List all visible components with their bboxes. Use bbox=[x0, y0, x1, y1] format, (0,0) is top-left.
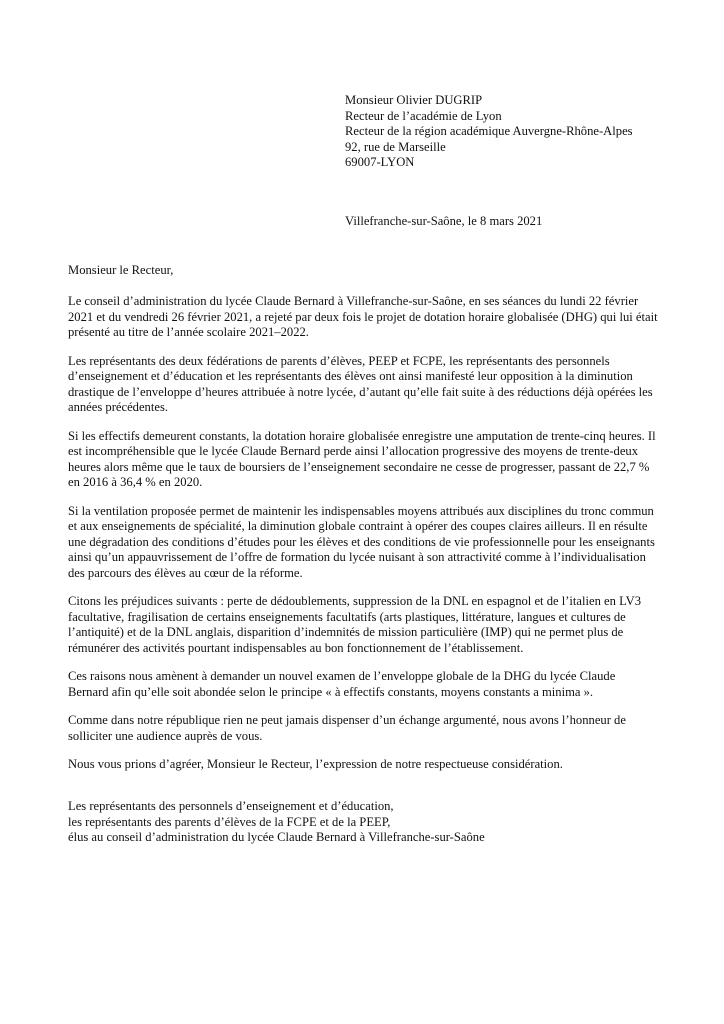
recipient-name: Monsieur Olivier DUGRIP bbox=[345, 93, 483, 107]
paragraph-prejudices: Citons les préjudices suivants : perte de dédoublements, suppression de la DNL en espagnol et de l’italien en LV3 facultative, fragilisation de certains enseignements facultatifs (arts plastiques, littérature, langues et cultures de l’antiquité) et de la DNL anglais, disparition d’indemnités de mission particulière (IMP) qui ne permet plus de rémunérer des activités pourtant indispensables au bon fonctionnement de l’établissement. bbox=[68, 594, 642, 655]
recipient-title-region: Recteur de la région académique Auvergne-Rhône-Alpes bbox=[345, 124, 633, 138]
signature-line-teachers: Les représentants des personnels d’enseignement et d’éducation, bbox=[68, 799, 394, 813]
signature-block bbox=[68, 799, 668, 846]
signature-line-elected: élus au conseil d’administration du lycée Claude Bernard à Villefranche-sur-Saône bbox=[68, 830, 485, 844]
recipient-title-academy: Recteur de l’académie de Lyon bbox=[345, 108, 502, 123]
paragraph-rejection: Le conseil d’administration du lycée Claude Bernard à Villefranche-sur-Saône, en ses séances du lundi 22 février 2021 et du vendredi 26 février 2021, a rejeté par deux fois le projet de dotation horaire globalisée (DHG) qui lui était présenté au titre de l’année scolaire 2021–2022. bbox=[68, 294, 658, 339]
paragraph-amputation: Si les effectifs demeurent constants, la dotation horaire globalisée enregistre une amputation de trente-cinq heures. Il est incompréhensible que le lycée Claude Bernard perde ainsi l’allocation progressive des moyens de trente-deux heures alors même que le taux de boursiers de l’enseignement secondaire ne cesse de progresser, passant de 22,7 % en 2016 à 36,4 % en 2020. bbox=[68, 428, 656, 489]
salutation: Monsieur le Recteur, bbox=[68, 263, 174, 277]
paragraph-request: Ces raisons nous amènent à demander un nouvel examen de l’enveloppe globale de la DHG du lycée Claude Bernard afin qu’elle soit abondée selon le principe « à effectifs constants, moyens constants a minima ». bbox=[68, 669, 616, 699]
paragraph-closing: Nous vous prions d’agréer, Monsieur le Recteur, l’expression de notre respectueuse considération. bbox=[68, 757, 563, 771]
signature-line-parents: les représentants des parents d’élèves de la FCPE et de la PEEP, bbox=[68, 814, 391, 829]
paragraph-audience: Comme dans notre république rien ne peut jamais dispenser d’un échange argumenté, nous avons l’honneur de solliciter une audience auprès de vous. bbox=[68, 713, 626, 743]
paragraph-ventilation: Si la ventilation proposée permet de maintenir les indispensables moyens attribués aux disciplines du tronc commun et aux enseignements de spécialité, la diminution globale contraint à opérer des coupes claires ailleurs. Il en résulte une dégradation des conditions d’études pour les élèves et des conditions de vie professionnelle pour les enseignants ainsi qu’un appauvrissement de l’offre de formation du lycée nuisant à son attractivité comme à l’individualisation des parcours des élèves au cœur de la réforme. bbox=[68, 503, 655, 580]
recipient-address bbox=[345, 93, 715, 171]
letter-date: Villefranche-sur-Saône, le 8 mars 2021 bbox=[345, 214, 543, 228]
recipient-street: 92, rue de Marseille bbox=[345, 139, 446, 154]
letter-body bbox=[68, 294, 658, 786]
recipient-city: 69007-LYON bbox=[345, 155, 415, 169]
paragraph-opposition: Les représentants des deux fédérations de parents d’élèves, PEEP et FCPE, les représentants des personnels d’enseignement et d’éducation et les représentants des élèves ont ainsi manifesté leur opposition à la diminution drastique de l’enveloppe d’heures attribuée à notre lycée, d’autant qu’elle fait suite à des réductions déjà opérées les années précédentes. bbox=[68, 353, 653, 414]
